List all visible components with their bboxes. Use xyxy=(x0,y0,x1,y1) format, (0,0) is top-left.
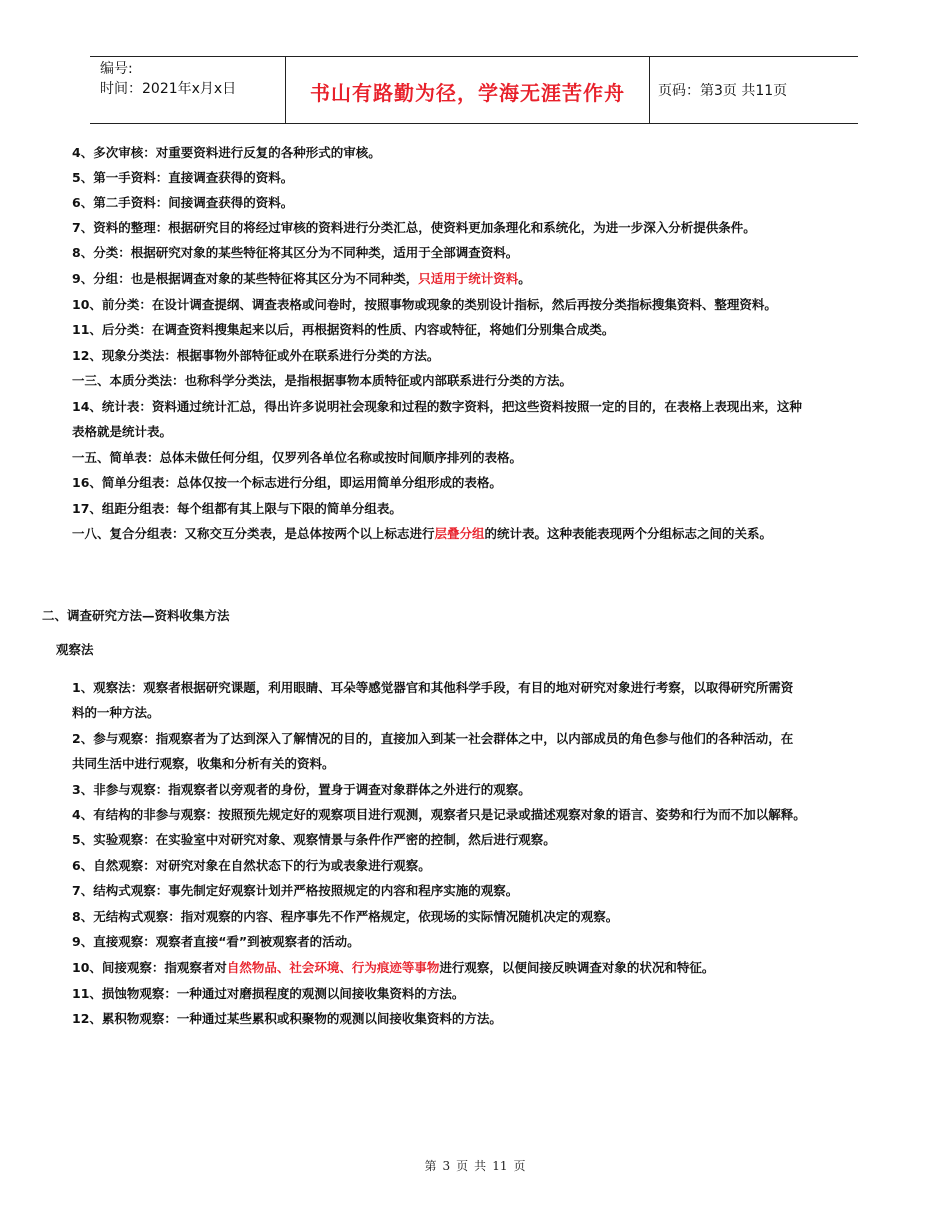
text-line xyxy=(72,933,360,951)
header-meta xyxy=(100,59,236,99)
text-line xyxy=(72,959,714,977)
line-text: 4、有结构的非参与观察：按照预先规定好的观察项目进行观测，观察者只是记录或描述观察对象的语言、姿势和行为而不加以解释。 xyxy=(72,807,806,822)
line-text: 11、损蚀物观察：一种通过对磨损程度的观测以间接收集资料的方法。 xyxy=(72,986,465,1001)
line-text: 一五、简单表：总体未做任何分组，仅罗列各单位名称或按时间顺序排列的表格。 xyxy=(72,450,523,465)
line-text: 一八、复合分组表：又称交互分类表，是总体按两个以上标志进行 xyxy=(72,526,435,541)
highlighted-text: 自然物品、社会环境、行为痕迹等事物 xyxy=(226,960,440,975)
header-page-info: 页码：第3页 共11页 xyxy=(658,83,788,99)
line-text: 8、分类：根据研究对象的某些特征将其区分为不同种类，适用于全部调查资料。 xyxy=(72,245,519,260)
text-line xyxy=(72,244,518,262)
footer-text: 页 xyxy=(513,1159,526,1173)
footer-text: 页 xyxy=(456,1159,469,1173)
line-text: 一三、本质分类法：也称科学分类法，是指根据事物本质特征或内部联系进行分类的方法。 xyxy=(72,373,573,388)
line-text: 共同生活中进行观察，收集和分析有关的资料。 xyxy=(72,756,335,771)
text-line xyxy=(72,423,172,441)
footer-text: 共 xyxy=(474,1159,487,1173)
text-line xyxy=(72,219,756,237)
text-line xyxy=(72,781,531,799)
section-title: 二、调查研究方法—资料收集方法 xyxy=(42,608,230,623)
line-text: 7、资料的整理：根据研究目的将经过审核的资料进行分类汇总，使资料更加条理化和系统化，为进一步深入分析提供条件。 xyxy=(72,220,756,235)
text-line xyxy=(72,474,502,492)
text-line xyxy=(72,321,614,339)
text-line xyxy=(72,679,793,697)
text-line xyxy=(72,806,806,824)
text-line xyxy=(72,169,293,187)
footer-text: 第 xyxy=(424,1159,437,1173)
line-text: 6、自然观察：对研究对象在自然状态下的行为或表象进行观察。 xyxy=(72,858,431,873)
line-text: 11、后分类：在调查资料搜集起来以后，再根据资料的性质、内容或特征，将她们分别集合成类。 xyxy=(72,322,615,337)
text-line xyxy=(72,398,802,416)
line-text: 料的一种方法。 xyxy=(72,705,160,720)
line-text: 4、多次审核：对重要资料进行反复的各种形式的审核。 xyxy=(72,145,381,160)
line-text: 5、第一手资料：直接调查获得的资料。 xyxy=(72,170,294,185)
line-text: 8、无结构式观察：指对观察的内容、程序事先不作严格规定，依现场的实际情况随机决定的观察。 xyxy=(72,909,619,924)
line-text: 3、非参与观察：指观察者以旁观者的身份，置身于调查对象群体之外进行的观察。 xyxy=(72,782,531,797)
page-header xyxy=(90,56,858,124)
line-text: 12、累积物观察：一种通过某些累积或积聚物的观测以间接收集资料的方法。 xyxy=(72,1011,502,1026)
line-text: 9、直接观察：观察者直接“看”到被观察者的活动。 xyxy=(72,934,360,949)
text-line xyxy=(72,144,381,162)
number-label: 编号: xyxy=(100,61,133,77)
text-line xyxy=(72,882,518,900)
text-line xyxy=(72,857,431,875)
section-subtitle: 观察法 xyxy=(56,642,94,657)
line-text: 14、统计表：资料通过统计汇总，得出许多说明社会现象和过程的数字资料，把这些资料按照一定的目的，在表格上表现出来，这种 xyxy=(72,399,802,414)
text-line xyxy=(72,449,522,467)
line-text: 6、第二手资料：间接调查获得的资料。 xyxy=(72,195,294,210)
header-divider xyxy=(649,57,650,123)
line-text: 7、结构式观察：事先制定好观察计划并严格按照规定的内容和程序实施的观察。 xyxy=(72,883,519,898)
line-text: 1、观察法：观察者根据研究课题，利用眼睛、耳朵等感觉器官和其他科学手段，有目的地对研究对象进行考察，以取得研究所需资 xyxy=(72,680,794,695)
footer-page-number: 3 xyxy=(442,1159,451,1173)
footer-total-pages: 11 xyxy=(492,1159,508,1173)
highlighted-text: 只适用于统计资料 xyxy=(418,271,519,286)
line-text: 10、前分类：在设计调查提纲、调查表格或问卷时，按照事物或现象的类别设计指标，然后再按分类指标搜集资料、整理资料。 xyxy=(72,297,777,312)
text-line xyxy=(72,296,777,314)
highlighted-text: 层叠分组 xyxy=(434,526,485,541)
line-text: 10、间接观察：指观察者对 xyxy=(72,960,227,975)
text-line xyxy=(72,347,439,365)
text-line xyxy=(72,1010,502,1028)
page-footer xyxy=(0,1157,950,1174)
line-text: 17、组距分组表：每个组都有其上限与下限的简单分组表。 xyxy=(72,501,402,516)
text-line xyxy=(72,704,160,722)
text-line xyxy=(72,525,772,543)
text-line xyxy=(72,755,335,773)
text-line xyxy=(72,908,618,926)
text-line xyxy=(72,500,402,518)
line-text: 12、现象分类法：根据事物外部特征或外在联系进行分类的方法。 xyxy=(72,348,440,363)
text-line xyxy=(72,831,556,849)
line-text: 16、简单分组表：总体仅按一个标志进行分组，即运用简单分组形成的表格。 xyxy=(72,475,502,490)
line-text: 进行观察，以便间接反映调查对象的状况和特征。 xyxy=(439,960,715,975)
text-line xyxy=(72,730,793,748)
line-text: 5、实验观察：在实验室中对研究对象、观察情景与条件作严密的控制，然后进行观察。 xyxy=(72,832,556,847)
line-text: 表格就是统计表。 xyxy=(72,424,173,439)
line-text: 的统计表。这种表能表现两个分组标志之间的关系。 xyxy=(484,526,773,541)
line-text: 2、参与观察：指观察者为了达到深入了解情况的目的，直接加入到某一社会群体之中，以内部成员的角色参与他们的各种活动，在 xyxy=(72,731,794,746)
text-line xyxy=(72,372,572,390)
line-text: 。 xyxy=(518,271,531,286)
text-line xyxy=(72,194,293,212)
header-motto: 书山有路勤为径，学海无涯苦作舟 xyxy=(310,81,625,105)
time-label: 时间：2021年x月x日 xyxy=(100,81,237,97)
line-text: 9、分组：也是根据调查对象的某些特征将其区分为不同种类， xyxy=(72,271,419,286)
text-line xyxy=(72,270,531,288)
text-line xyxy=(72,985,464,1003)
